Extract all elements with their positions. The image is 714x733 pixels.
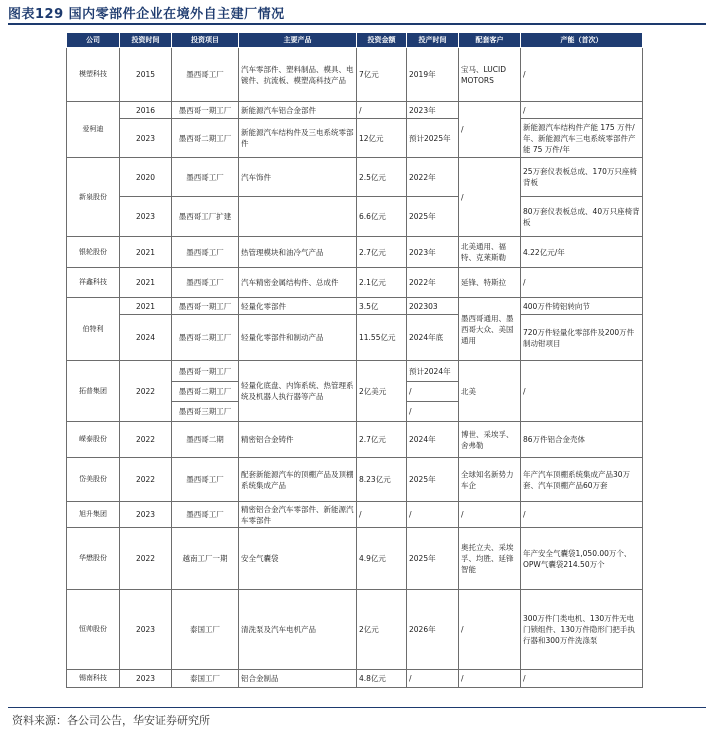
- cell-company: 华懋股份: [67, 528, 120, 590]
- cell-project: 墨西哥工厂: [172, 502, 239, 528]
- cell-amount: /: [357, 102, 407, 119]
- cell-amount: 12亿元: [357, 119, 407, 158]
- cell-project: 墨西哥工厂: [172, 458, 239, 502]
- cell-customers: /: [459, 670, 521, 688]
- footer-divider: [8, 707, 706, 708]
- cell-products: 新能源汽车结构件及三电系统零部件: [239, 119, 357, 158]
- cell-time: 2016: [120, 102, 172, 119]
- cell-production: 202303: [407, 298, 459, 315]
- cell-products: 安全气囊袋: [239, 528, 357, 590]
- cell-capacity: 720万件轻量化零部件及200万件制动钳项目: [521, 315, 643, 361]
- cell-company: 旭升集团: [67, 502, 120, 528]
- figure-title: 图表129 国内零部件企业在境外自主建厂情况: [8, 7, 285, 22]
- cell-production: /: [407, 502, 459, 528]
- cell-production: 2025年: [407, 458, 459, 502]
- cell-customers: 博世、采埃孚、舍弗勒: [459, 422, 521, 458]
- cell-customers: 延锋、特斯拉: [459, 268, 521, 298]
- table-row: [67, 102, 643, 119]
- cell-project: 越南工厂一期: [172, 528, 239, 590]
- cell-customers: 全球知名新势力车企: [459, 458, 521, 502]
- cell-customers: 奥托立夫、采埃孚、均胜、延锋智能: [459, 528, 521, 590]
- cell-time: 2022: [120, 422, 172, 458]
- table-row: [67, 422, 643, 458]
- cell-production: 预计2025年: [407, 119, 459, 158]
- header-products: 主要产品: [239, 33, 357, 48]
- cell-time: 2023: [120, 502, 172, 528]
- cell-customers: /: [459, 590, 521, 670]
- cell-amount: 2.7亿元: [357, 422, 407, 458]
- cell-project: 墨西哥一期工厂: [172, 361, 239, 382]
- cell-products: 精密铝合金铸件: [239, 422, 357, 458]
- cell-customers: 墨西哥通用、墨西哥大众、美国通用: [459, 298, 521, 361]
- cell-customers: /: [459, 158, 521, 237]
- table-row: [67, 119, 643, 158]
- cell-amount: 4.9亿元: [357, 528, 407, 590]
- cell-customers: 北美通用、福特、克莱斯勒: [459, 237, 521, 268]
- cell-customers: /: [459, 102, 521, 158]
- cell-amount: 2.7亿元: [357, 237, 407, 268]
- cell-amount: 8.23亿元: [357, 458, 407, 502]
- header-invest-time: 投资时间: [120, 33, 172, 48]
- cell-capacity: 300万件门类电机、130万件无电门锁组件、130万件隐形门把手执行器和300万件洗涤泵: [521, 590, 643, 670]
- cell-production: 2024年底: [407, 315, 459, 361]
- cell-products: [239, 197, 357, 237]
- cell-time: 2021: [120, 268, 172, 298]
- table-row: [67, 268, 643, 298]
- cell-project: 墨西哥一期工厂: [172, 298, 239, 315]
- table-row: [67, 48, 643, 102]
- title-divider: [8, 23, 706, 25]
- cell-amount: 3.5亿: [357, 298, 407, 315]
- cell-production: 2022年: [407, 268, 459, 298]
- cell-company: 银轮股份: [67, 237, 120, 268]
- overseas-factory-table: [66, 32, 643, 688]
- cell-amount: 4.8亿元: [357, 670, 407, 688]
- cell-company: 新泉股份: [67, 158, 120, 237]
- table-row: [67, 158, 643, 197]
- table-row: [67, 528, 643, 590]
- cell-production: 预计2024年: [407, 361, 459, 382]
- cell-time: 2023: [120, 119, 172, 158]
- header-company: 公司: [67, 33, 120, 48]
- cell-company: 拓普集团: [67, 361, 120, 422]
- cell-project: 墨西哥工厂: [172, 268, 239, 298]
- cell-customers: /: [459, 502, 521, 528]
- table-row: [67, 590, 643, 670]
- cell-products: 轻量化底盘、内饰系统、热管理系统及机器人执行器等产品: [239, 361, 357, 422]
- cell-time: 2022: [120, 458, 172, 502]
- header-project: 投资项目: [172, 33, 239, 48]
- cell-project: 泰国工厂: [172, 590, 239, 670]
- cell-products: 汽车精密金属结构件、总成件: [239, 268, 357, 298]
- cell-company: 伯特利: [67, 298, 120, 361]
- cell-production: /: [407, 382, 459, 402]
- cell-capacity: 25万套仪表板总成、170万只座椅背板: [521, 158, 643, 197]
- cell-project: 泰国工厂: [172, 670, 239, 688]
- cell-project: 墨西哥二期: [172, 422, 239, 458]
- cell-project: 墨西哥二期工厂: [172, 119, 239, 158]
- cell-project: 墨西哥一期工厂: [172, 102, 239, 119]
- cell-company: 爱柯迪: [67, 102, 120, 158]
- cell-time: 2024: [120, 315, 172, 361]
- cell-project: 墨西哥工厂扩建: [172, 197, 239, 237]
- cell-company: 恒帅股份: [67, 590, 120, 670]
- table-row: [67, 197, 643, 237]
- cell-project: 墨西哥二期工厂: [172, 315, 239, 361]
- cell-customers: 北美: [459, 361, 521, 422]
- table-row: [67, 315, 643, 361]
- table-header-row: [67, 33, 643, 48]
- cell-amount: 2.5亿元: [357, 158, 407, 197]
- cell-capacity: /: [521, 102, 643, 119]
- table-row: [67, 237, 643, 268]
- table-row: [67, 670, 643, 688]
- header-production-time: 投产时间: [407, 33, 459, 48]
- cell-company: 模塑科技: [67, 48, 120, 102]
- cell-production: /: [407, 670, 459, 688]
- cell-capacity: /: [521, 670, 643, 688]
- cell-production: 2025年: [407, 197, 459, 237]
- cell-amount: 2.1亿元: [357, 268, 407, 298]
- cell-amount: 7亿元: [357, 48, 407, 102]
- cell-production: 2024年: [407, 422, 459, 458]
- cell-capacity: /: [521, 268, 643, 298]
- table-row: [67, 458, 643, 502]
- cell-products: 清洗泵及汽车电机产品: [239, 590, 357, 670]
- cell-capacity: /: [521, 48, 643, 102]
- cell-amount: 2亿元: [357, 590, 407, 670]
- cell-company: 祥鑫科技: [67, 268, 120, 298]
- cell-products: 汽车零部件、塑料制品、模具、电镀件、抗流板、模塑高科技产品: [239, 48, 357, 102]
- cell-products: 配套新能源汽车的顶棚产品及顶棚系统集成产品: [239, 458, 357, 502]
- cell-amount: 2亿美元: [357, 361, 407, 422]
- cell-project: 墨西哥二期工厂: [172, 382, 239, 402]
- cell-amount: /: [357, 502, 407, 528]
- cell-capacity: /: [521, 502, 643, 528]
- cell-production: 2019年: [407, 48, 459, 102]
- cell-capacity: 86万件铝合金壳体: [521, 422, 643, 458]
- cell-production: 2022年: [407, 158, 459, 197]
- cell-capacity: 80万套仪表板总成、40万只座椅背板: [521, 197, 643, 237]
- table-row: [67, 361, 643, 382]
- cell-products: 铝合金制品: [239, 670, 357, 688]
- header-amount: 投资金额: [357, 33, 407, 48]
- cell-time: 2015: [120, 48, 172, 102]
- cell-customers: 宝马、LUCID MOTORS: [459, 48, 521, 102]
- cell-time: 2023: [120, 670, 172, 688]
- cell-capacity: 新能源汽车结构件产能 175 万件/年、新能源汽车三电系统零部件产能 75 万件/年: [521, 119, 643, 158]
- cell-amount: 6.6亿元: [357, 197, 407, 237]
- cell-capacity: /: [521, 361, 643, 422]
- cell-time: 2022: [120, 361, 172, 422]
- cell-production: 2026年: [407, 590, 459, 670]
- cell-products: 新能源汽车铝合金部件: [239, 102, 357, 119]
- cell-time: 2020: [120, 158, 172, 197]
- cell-time: 2023: [120, 590, 172, 670]
- cell-production: 2023年: [407, 237, 459, 268]
- cell-time: 2023: [120, 197, 172, 237]
- source-note: 资料来源：各公司公告，华安证券研究所: [12, 714, 210, 727]
- cell-time: 2021: [120, 298, 172, 315]
- cell-time: 2021: [120, 237, 172, 268]
- cell-project: 墨西哥工厂: [172, 237, 239, 268]
- cell-products: 汽车饰件: [239, 158, 357, 197]
- cell-products: 热管理模块和油冷气产品: [239, 237, 357, 268]
- cell-products: 轻量化零部件和制动产品: [239, 315, 357, 361]
- cell-capacity: 4.22亿元/年: [521, 237, 643, 268]
- cell-project: 墨西哥工厂: [172, 158, 239, 197]
- cell-capacity: 400万件铸铝转向节: [521, 298, 643, 315]
- cell-production: 2023年: [407, 102, 459, 119]
- cell-capacity: 年产安全气囊袋1,050.00万个、OPW气囊袋214.50万个: [521, 528, 643, 590]
- cell-amount: 11.55亿元: [357, 315, 407, 361]
- cell-company: 岱美股份: [67, 458, 120, 502]
- header-customers: 配套客户: [459, 33, 521, 48]
- cell-time: 2022: [120, 528, 172, 590]
- header-capacity: 产能（首次）: [521, 33, 643, 48]
- cell-production: /: [407, 402, 459, 422]
- cell-production: 2025年: [407, 528, 459, 590]
- cell-project: 墨西哥工厂: [172, 48, 239, 102]
- cell-capacity: 年产汽车顶棚系统集成产品30万套、汽车顶棚产品60万套: [521, 458, 643, 502]
- cell-company: 锡南科技: [67, 670, 120, 688]
- cell-company: 嵘泰股份: [67, 422, 120, 458]
- cell-products: 轻量化零部件: [239, 298, 357, 315]
- table-row: [67, 502, 643, 528]
- table-row: [67, 298, 643, 315]
- cell-project: 墨西哥三期工厂: [172, 402, 239, 422]
- cell-products: 精密铝合金汽车零部件、新能源汽车零部件: [239, 502, 357, 528]
